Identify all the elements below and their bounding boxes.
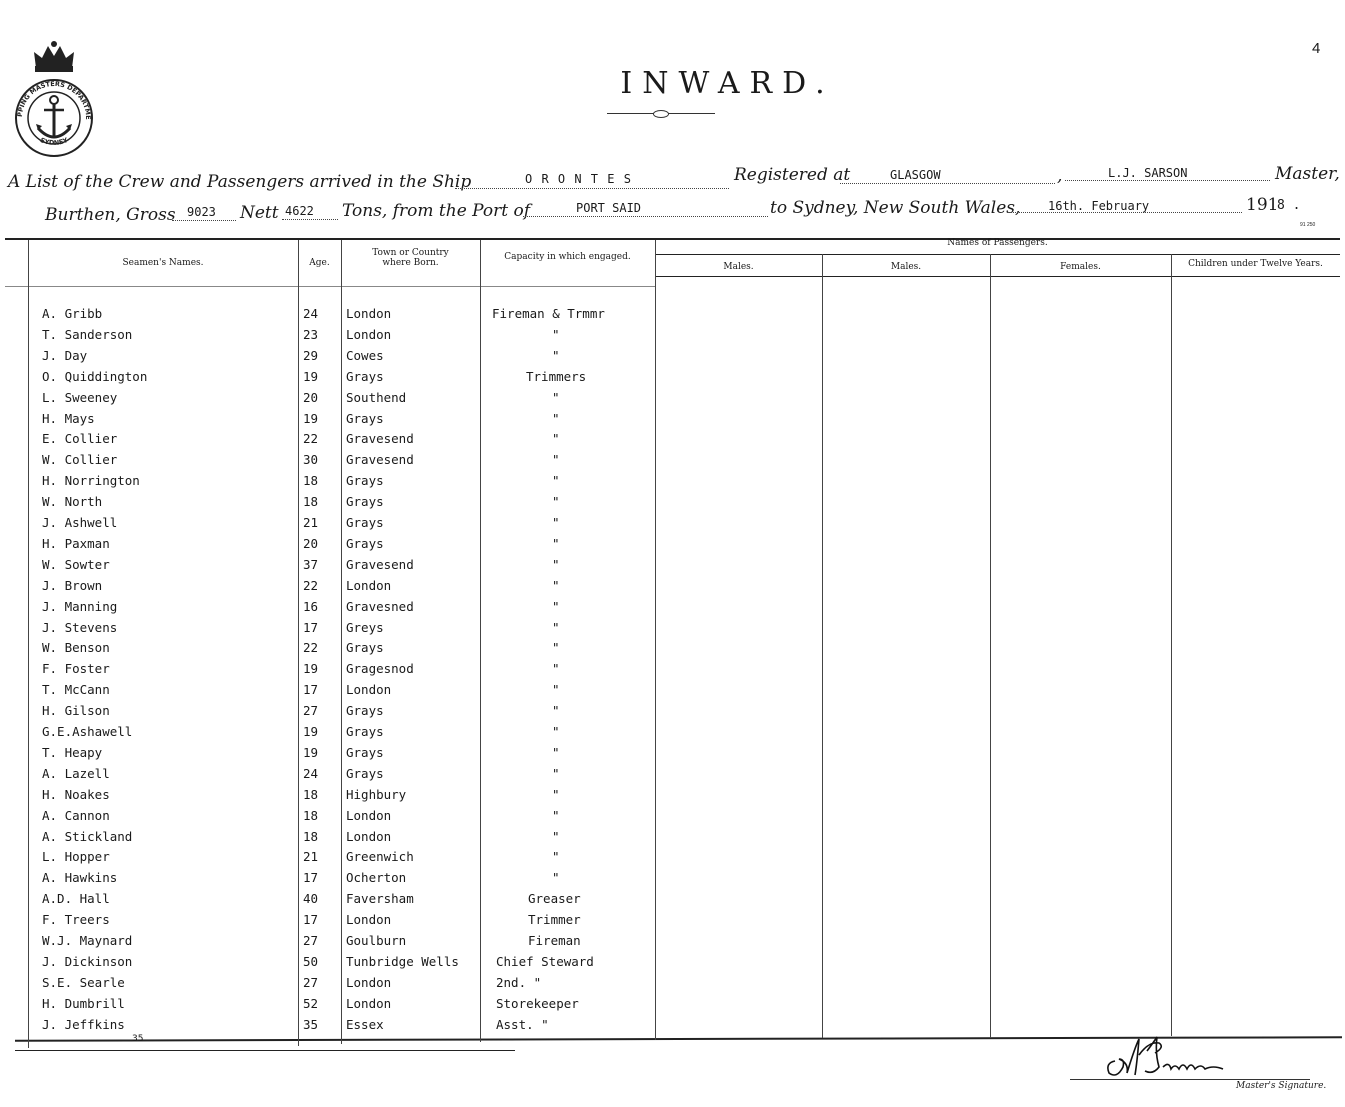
crew-name: A. Gribb — [42, 306, 103, 321]
crew-age: 52 — [303, 995, 319, 1011]
crew-row — [0, 557, 700, 577]
crew-age: 17 — [303, 912, 319, 928]
crew-name: F. Treers — [42, 912, 110, 928]
crew-row — [0, 703, 700, 723]
crew-row — [0, 724, 700, 744]
column-header-town: Town or Country where Born. — [372, 248, 449, 268]
crew-row — [0, 829, 700, 849]
crew-age: 18 — [303, 807, 319, 823]
crew-row — [0, 849, 700, 869]
crew-birthplace: Cowes — [346, 347, 384, 363]
column-header-names: Seamen's Names. — [122, 258, 204, 268]
crew-capacity: " — [552, 807, 560, 823]
crew-age: 37 — [303, 556, 319, 572]
crew-row — [0, 473, 700, 493]
column-header-females: Females. — [1060, 262, 1101, 272]
crew-age: 22 — [303, 431, 319, 447]
crew-birthplace: London — [346, 326, 392, 342]
crew-row — [0, 640, 700, 660]
crew-birthplace: Grays — [346, 703, 384, 719]
crew-birthplace: London — [346, 974, 392, 990]
registered-port: GLASGOW — [890, 168, 941, 182]
crew-capacity: Storekeeper — [496, 995, 579, 1011]
heading-prefix: A List of the Crew and Passengers arrived in the Ship — [8, 172, 472, 192]
crew-birthplace: Grays — [346, 494, 384, 510]
from-port: PORT SAID — [576, 201, 642, 215]
crew-capacity: " — [552, 682, 560, 698]
crew-tally: 35 — [132, 1034, 144, 1044]
crew-capacity: " — [552, 452, 560, 468]
crew-row — [0, 870, 700, 890]
crew-birthplace: Grays — [346, 535, 384, 551]
crew-birthplace: Tunbridge Wells — [346, 953, 459, 969]
column-header-males-1: Males. — [723, 262, 754, 272]
crew-row — [0, 891, 700, 911]
crew-row — [0, 390, 700, 410]
crew-capacity: 2nd. " — [496, 974, 542, 990]
seal-top-text: PPING MASTERS DEPARTME — [15, 79, 93, 120]
crew-row — [0, 306, 700, 326]
crew-name: J. Stevens — [42, 619, 118, 635]
crew-capacity: " — [552, 494, 560, 510]
crew-birthplace: Grays — [346, 410, 384, 426]
crew-capacity: " — [552, 431, 560, 447]
crew-name: W. Collier — [42, 452, 118, 468]
crew-row — [0, 494, 700, 514]
crew-capacity: " — [552, 724, 560, 739]
crew-age: 27 — [303, 974, 319, 990]
crew-name: G.E.Ashawell — [42, 724, 133, 739]
crew-row — [0, 599, 700, 619]
year-suffix: 8 . — [1277, 198, 1301, 213]
crew-birthplace: Grays — [346, 368, 384, 384]
crew-row — [0, 954, 700, 974]
crew-name: F. Foster — [42, 661, 110, 677]
crew-birthplace: Gragesnod — [346, 661, 414, 677]
crew-birthplace: Gravesend — [346, 556, 414, 572]
crew-capacity: " — [552, 535, 560, 551]
crew-row — [0, 808, 700, 828]
crew-name: J. Dickinson — [42, 953, 133, 969]
crew-birthplace: London — [346, 828, 392, 844]
crew-capacity: " — [552, 828, 560, 844]
crew-birthplace: London — [346, 807, 392, 823]
crew-capacity: " — [552, 389, 560, 405]
crew-age: 21 — [303, 515, 319, 530]
gross-tons: 9023 — [187, 205, 216, 219]
crew-capacity: Greaser — [528, 891, 581, 907]
crew-birthplace: Grays — [346, 640, 384, 656]
crew-row — [0, 369, 700, 389]
crew-birthplace: Gravesend — [346, 431, 414, 447]
crew-name: H. Paxman — [42, 535, 110, 551]
crew-name: S.E. Searle — [42, 974, 125, 990]
crew-row — [0, 578, 700, 598]
crew-row — [0, 1017, 700, 1037]
crew-age: 19 — [303, 661, 319, 677]
crew-birthplace: Southend — [346, 389, 407, 405]
heading-comma: , — [1057, 166, 1063, 186]
column-header-children: Children under Twelve Years. — [1188, 259, 1323, 269]
column-header-age: Age. — [309, 258, 330, 268]
crew-age: 21 — [303, 849, 319, 865]
crew-age: 18 — [303, 494, 319, 510]
crew-birthplace: Faversham — [346, 891, 414, 907]
crew-age: 17 — [303, 870, 319, 886]
crew-age: 19 — [303, 724, 319, 739]
crew-capacity: " — [552, 786, 560, 802]
crew-row — [0, 515, 700, 535]
crew-capacity: " — [552, 661, 560, 677]
crew-name: J. Jeffkins — [42, 1016, 125, 1032]
nett-label: Nett — [240, 203, 279, 223]
crew-row — [0, 452, 700, 472]
crew-row — [0, 912, 700, 932]
signature-line — [1070, 1079, 1310, 1080]
crew-name: J. Manning — [42, 598, 118, 614]
crew-birthplace: Highbury — [346, 786, 407, 802]
crew-capacity: " — [552, 619, 560, 635]
year-prefix: 191 — [1246, 195, 1279, 215]
nett-tons: 4622 — [285, 204, 314, 218]
registered-label: Registered at — [734, 165, 851, 185]
crew-capacity: Chief Steward — [496, 953, 594, 969]
crew-birthplace: Grays — [346, 515, 384, 530]
crew-row — [0, 661, 700, 681]
master-signature — [1095, 1033, 1245, 1083]
title-ornament — [607, 113, 715, 114]
crew-capacity: Fireman & Trmmr — [492, 306, 605, 321]
crew-birthplace: London — [346, 682, 392, 698]
master-name: L.J. SARSON — [1108, 166, 1188, 180]
crew-birthplace: London — [346, 306, 392, 321]
crew-name: H. Norrington — [42, 473, 140, 489]
crew-birthplace: Gravesned — [346, 598, 414, 614]
crew-name: W.J. Maynard — [42, 933, 133, 948]
form-code: 91 250 — [1300, 222, 1316, 228]
crew-age: 20 — [303, 535, 319, 551]
crew-name: L. Sweeney — [42, 389, 118, 405]
crew-capacity: " — [552, 765, 560, 781]
crew-birthplace: Gravesend — [346, 452, 414, 468]
crew-birthplace: Grays — [346, 473, 384, 489]
crew-capacity: Asst. " — [496, 1016, 549, 1032]
crew-age: 24 — [303, 765, 319, 781]
crew-capacity: Fireman — [528, 933, 581, 948]
crew-age: 22 — [303, 640, 319, 656]
crew-birthplace: Greenwich — [346, 849, 414, 865]
crew-capacity: " — [552, 410, 560, 426]
crew-age: 18 — [303, 786, 319, 802]
burthen-label: Burthen, Gross — [45, 205, 176, 225]
crew-age: 27 — [303, 703, 319, 719]
crew-name: A. Hawkins — [42, 870, 118, 886]
crew-capacity: " — [552, 347, 560, 363]
crew-age: 20 — [303, 389, 319, 405]
crew-row — [0, 975, 700, 995]
crew-row — [0, 620, 700, 640]
crew-birthplace: Goulburn — [346, 933, 407, 948]
crew-capacity: " — [552, 870, 560, 886]
crew-capacity: " — [552, 556, 560, 572]
crew-name: J. Brown — [42, 577, 103, 593]
crew-age: 19 — [303, 368, 319, 384]
crew-row — [0, 536, 700, 556]
ship-name: O R O N T E S — [525, 172, 632, 186]
crew-name: T. Heapy — [42, 744, 103, 760]
crew-capacity: " — [552, 598, 560, 614]
crew-name: O. Quiddington — [42, 368, 148, 384]
crew-name: J. Ashwell — [42, 515, 118, 530]
crew-capacity: " — [552, 744, 560, 760]
crew-age: 23 — [303, 326, 319, 342]
crew-name: W. Benson — [42, 640, 110, 656]
crew-name: H. Noakes — [42, 786, 110, 802]
crew-age: 29 — [303, 347, 319, 363]
column-header-capacity: Capacity in which engaged. — [504, 252, 631, 262]
destination-label: to Sydney, New South Wales, — [770, 198, 1021, 218]
crew-name: L. Hopper — [42, 849, 110, 865]
crew-age: 18 — [303, 828, 319, 844]
crew-birthplace: Grays — [346, 744, 384, 760]
crew-birthplace: London — [346, 577, 392, 593]
crew-age: 22 — [303, 577, 319, 593]
crew-row — [0, 787, 700, 807]
crew-birthplace: London — [346, 912, 392, 928]
crew-row — [0, 745, 700, 765]
crew-name: H. Dumbrill — [42, 995, 125, 1011]
crew-age: 17 — [303, 619, 319, 635]
crew-capacity: " — [552, 326, 560, 342]
crew-age: 19 — [303, 744, 319, 760]
column-header-males-2: Males. — [890, 262, 922, 272]
crew-capacity: " — [552, 473, 560, 489]
crew-age: 19 — [303, 410, 319, 426]
arrival-date: 16th. February — [1048, 199, 1150, 213]
crew-capacity: " — [552, 515, 560, 530]
crew-row — [0, 996, 700, 1016]
crew-birthplace: Ocherton — [346, 870, 407, 886]
crew-age: 24 — [303, 306, 319, 321]
crew-row — [0, 431, 700, 451]
tons-label: Tons, from the Port of — [342, 201, 531, 221]
crew-name: T. Sanderson — [42, 326, 133, 342]
crew-name: H. Gilson — [42, 703, 110, 719]
crew-name: J. Day — [42, 347, 88, 363]
crew-name: E. Collier — [42, 431, 118, 447]
crew-row — [0, 327, 700, 347]
crew-age: 30 — [303, 452, 319, 468]
crew-row — [0, 933, 700, 953]
crew-birthplace: Greys — [346, 619, 384, 635]
crew-age: 50 — [303, 953, 319, 969]
crew-birthplace: Grays — [346, 765, 384, 781]
crew-name: A. Stickland — [42, 828, 133, 844]
crew-age: 16 — [303, 598, 319, 614]
page-number: 4 — [1312, 40, 1321, 57]
crew-name: W. North — [42, 494, 103, 510]
crew-name: T. McCann — [42, 682, 110, 698]
crew-birthplace: Grays — [346, 724, 384, 739]
crew-birthplace: Essex — [346, 1016, 384, 1032]
crew-capacity: " — [552, 577, 560, 593]
crew-age: 18 — [303, 473, 319, 489]
crew-name: A.D. Hall — [42, 891, 110, 907]
master-label: Master, — [1275, 164, 1340, 184]
crew-name: H. Mays — [42, 410, 95, 426]
crew-row — [0, 348, 700, 368]
crew-birthplace: London — [346, 995, 392, 1011]
crew-capacity: " — [552, 640, 560, 656]
crew-age: 40 — [303, 891, 319, 907]
crew-name: A. Lazell — [42, 765, 110, 781]
crew-row — [0, 766, 700, 786]
crew-row — [0, 682, 700, 702]
column-header-passengers: Names of Passengers. — [947, 238, 1048, 248]
page-title: INWARD. — [620, 66, 835, 101]
crew-name: W. Sowter — [42, 556, 110, 572]
crew-capacity: " — [552, 703, 560, 719]
crew-capacity: Trimmers — [526, 368, 587, 384]
crew-row — [0, 411, 700, 431]
crew-age: 17 — [303, 682, 319, 698]
crew-age: 27 — [303, 933, 319, 948]
signature-label: Master's Signature. — [1236, 1081, 1327, 1091]
seal-bottom-text: SYDNEY — [38, 136, 70, 147]
crew-capacity: " — [552, 849, 560, 865]
crew-capacity: Trimmer — [528, 912, 581, 928]
crew-name: A. Cannon — [42, 807, 110, 823]
crew-age: 35 — [303, 1016, 319, 1032]
